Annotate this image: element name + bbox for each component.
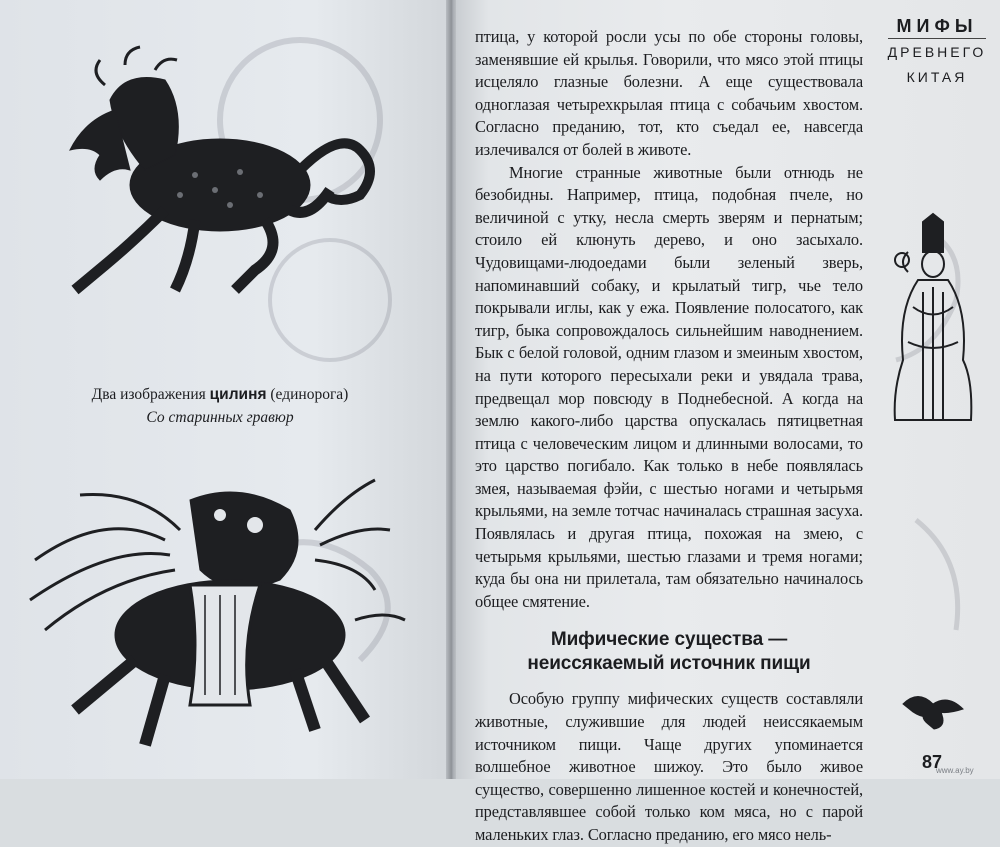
caption-suffix: (единорога) xyxy=(266,386,349,403)
illustration-caption xyxy=(20,383,420,429)
qilin-engraving-top-icon xyxy=(55,40,385,310)
section-title-line2: неиссякаемый источник пищи xyxy=(527,653,811,675)
qilin-engraving-bottom-icon xyxy=(15,470,415,760)
main-text-column xyxy=(475,26,863,847)
section-title xyxy=(475,628,863,676)
caption-line xyxy=(20,383,420,406)
paragraph-continued: птица, у которой росли усы по обе стороны головы, заменявшие ей крылья. Говорили, что мясо этой птицы исцеляло глазные болезни. А еще существовала одноглазая четырехкрылая птица с собачьим хвостом. Согласно преданию, тот, кто съедал ее, навсегда излечивался от болей в животе. xyxy=(475,27,863,159)
court-lady-figure-icon xyxy=(888,212,978,432)
caption-bold-term: цилиня xyxy=(209,386,267,403)
page-number: 87 xyxy=(922,752,943,772)
caption-source: Со старинных гравюр xyxy=(146,409,294,426)
running-head-line2: ДРЕВНЕГО xyxy=(888,38,987,64)
section-title-line1: Мифические существа — xyxy=(550,629,788,651)
paragraph-food-creatures: Особую группу мифических существ составляли животные, служившие для людей неиссякаемым источником пищи. Чаще других упоминается волшебное животное шижоу. Это было живое существо, совершенно лишенное костей и конечностей, представлявшее собой только ком мяса, но с парой маленьких глаз. Согласно преданию, его мясо нель- xyxy=(475,689,863,844)
running-head xyxy=(882,14,992,89)
caption-prefix: Два изображения xyxy=(91,386,210,403)
left-page xyxy=(0,0,448,779)
watermark: www.ay.by xyxy=(936,766,974,775)
running-head-line3: КИТАЯ xyxy=(906,69,968,85)
bird-cloud-ornament-icon xyxy=(898,684,968,744)
running-head-line1: МИФЫ xyxy=(896,16,978,36)
paragraph-strange-animals: Многие странные животные были отнюдь не безобидны. Например, птица, подобная пчеле, но величиной с утку, несла смерть зверям и пернатым; стоило ей клюнуть дерево, и оно засыхало. Чудовищами-людоедами были зеленый зверь, напоминавший собаку, и крылатый тигр, чье тело покрывали иглы, как у ежа. Появление полосатого, как тигр, быка сопровождалось сильнейшим наводнением. Бык с белой головой, одним глазом и змеиным хвостом, на пути которого пересыхали реки и увядала трава, предвещал мор повсюду в Поднебесной. А когда на землю какого-либо царства опускалась пятицветная птица с человеческим лицом и длинными волосами, то это царство погибало. Как только в небе появлялась змея, называемая фэйи, с шестью ногами и четырьмя крыльями, на земле тотчас начиналась страшная засуха. Появлялась и другая птица, похожая на змею, с четырьмя крыльями, шестью глазами и тремя ногами; куда бы она ни прилетала, там обязательно начиналось общее смятение. xyxy=(475,162,863,611)
